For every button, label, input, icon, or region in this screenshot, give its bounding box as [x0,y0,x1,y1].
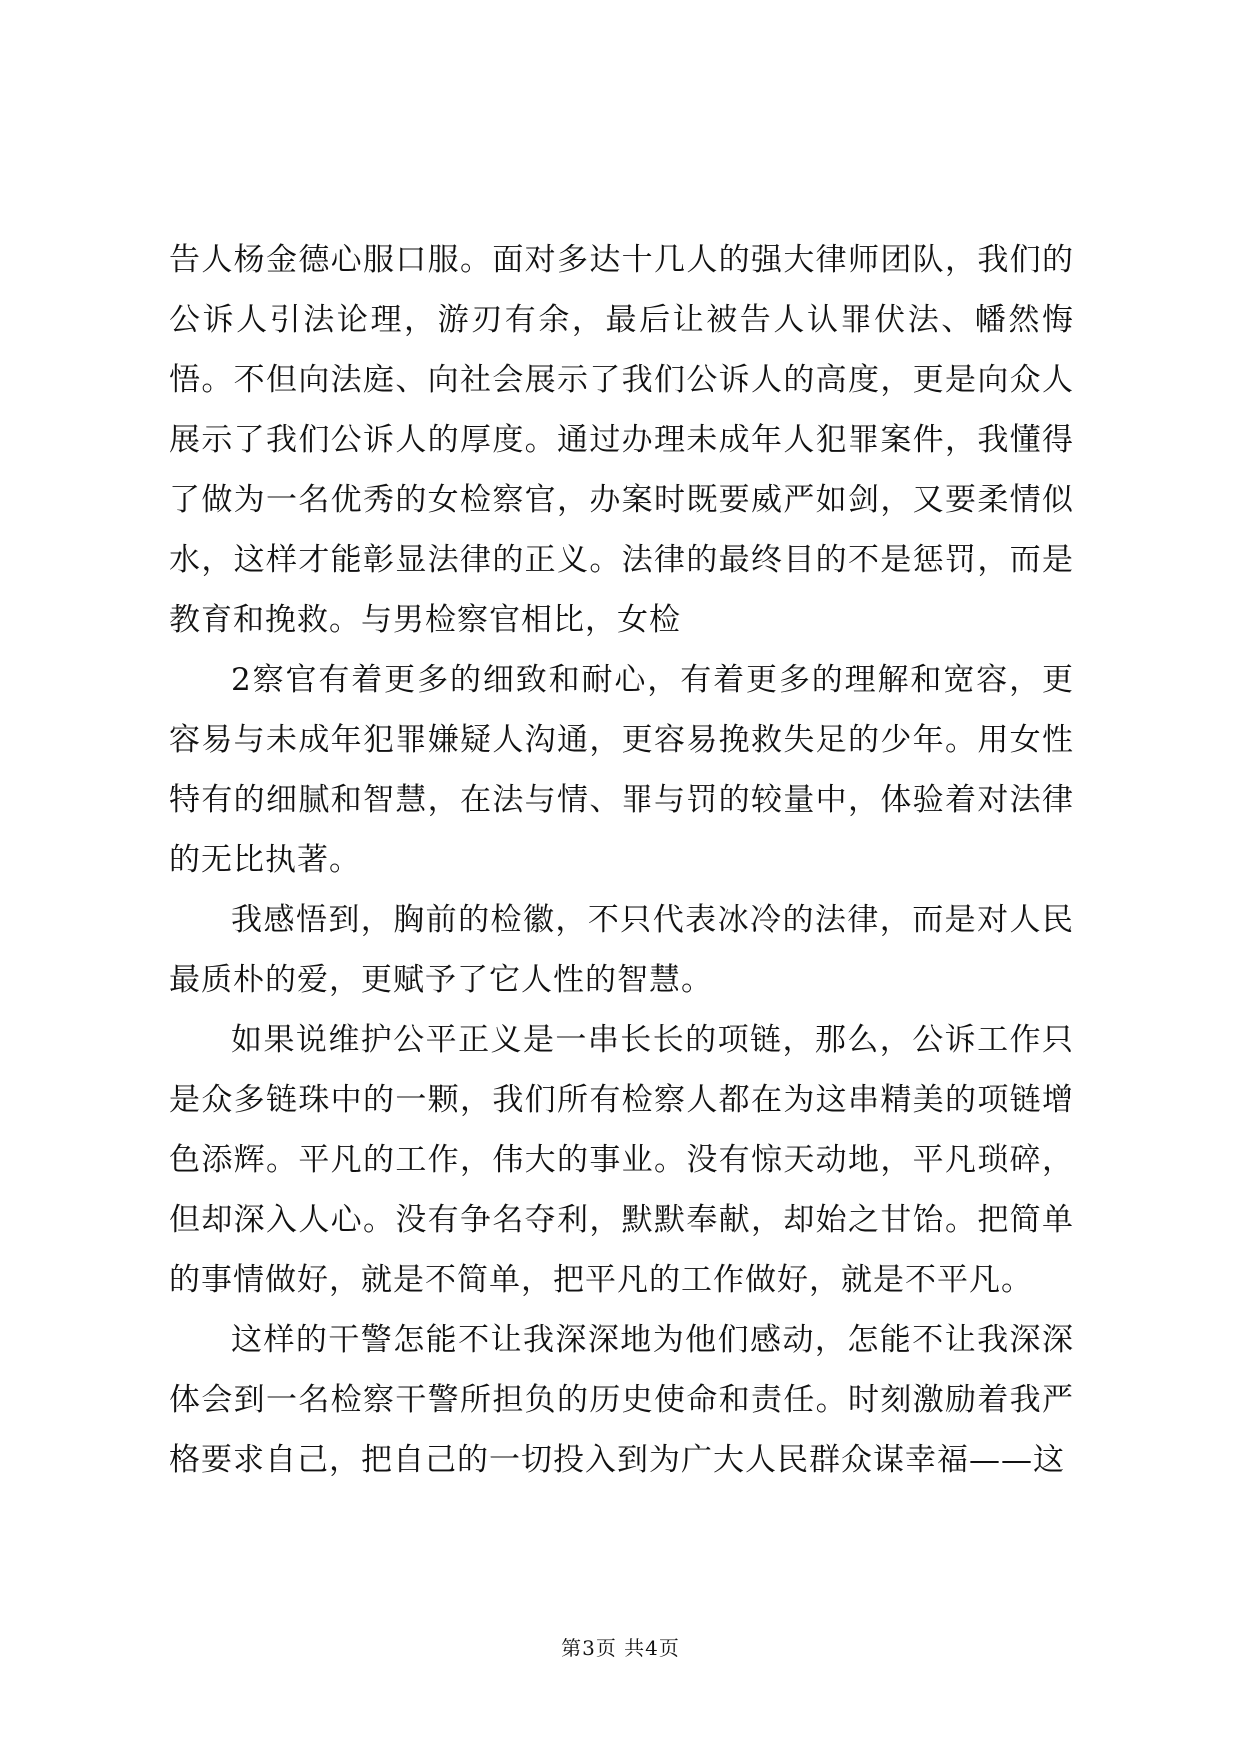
paragraph-2: 2察官有着更多的细致和耐心，有着更多的理解和宽容，更容易与未成年犯罪嫌疑人沟通，更容易挽救失足的少年。用女性特有的细腻和智慧，在法与情、罪与罚的较量中，体验着对法律的无比执著。 [169,662,1074,878]
paragraph-4: 如果说维护公平正义是一串长长的项链，那么，公诉工作只是众多链珠中的一颗，我们所有检察人都在为这串精美的项链增色添辉。平凡的工作，伟大的事业。没有惊天动地，平凡琐碎，但却深入人心。没有争名夺利，默默奉献，却始之甘饴。把简单的事情做好，就是不简单，把平凡的工作做好，就是不平凡。 [169,1022,1074,1298]
paragraph-3: 我感悟到，胸前的检徽，不只代表冰冷的法律，而是对人民最质朴的爱，更赋予了它人性的智慧。 [169,902,1074,998]
document-body [169,230,1074,1490]
page-footer [0,1632,1241,1661]
paragraph-5: 这样的干警怎能不让我深深地为他们感动，怎能不让我深深体会到一名检察干警所担负的历史使命和责任。时刻激励着我严格要求自己，把自己的一切投入到为广大人民群众谋幸福——这 [169,1322,1074,1478]
paragraph-1: 告人杨金德心服口服。面对多达十几人的强大律师团队，我们的公诉人引法论理，游刃有余，最后让被告人认罪伏法、幡然悔悟。不但向法庭、向社会展示了我们公诉人的高度，更是向众人展示了我们公诉人的厚度。通过办理未成年人犯罪案件，我懂得了做为一名优秀的女检察官，办案时既要威严如剑，又要柔情似水，这样才能彰显法律的正义。法律的最终目的不是惩罚，而是教育和挽救。与男检察官相比，女检 [169,242,1074,638]
page-number-label: 第3页 共4页 [561,1636,680,1660]
